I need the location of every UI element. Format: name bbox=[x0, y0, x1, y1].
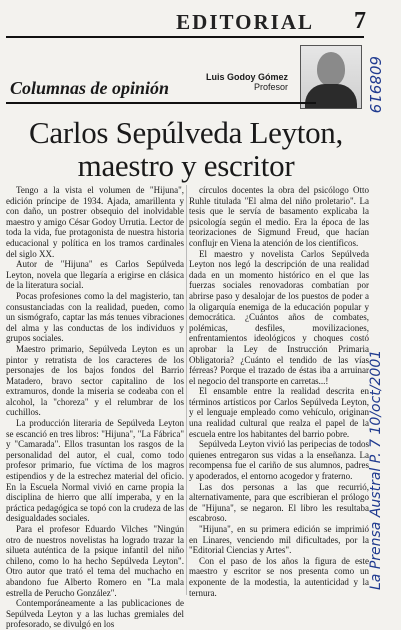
article-paragraph: Tengo a la vista el volumen de "Hijuna", edición príncipe de 1934. Ajada, amarillenta y con daño, un postrer obsequio del inolvidable maestro y amigo César Godoy Urrutia. Lector de toda la vida, fue protagonista de nuestra historia educacional y política en los tramos cardinales del siglo XX. bbox=[6, 185, 184, 259]
handwritten-note: La Prensa Austral P. 7 10/oct/2001 bbox=[368, 349, 384, 590]
column-label: Columnas de opinión bbox=[10, 78, 170, 98]
article-paragraph: Con el paso de los años la figura de este maestro y escritor se nos presenta como un exponente de la modestia, la autenticidad y la ternura. bbox=[189, 555, 369, 598]
column-divider bbox=[186, 185, 187, 595]
article-title: Carlos Sepúlveda Leyton, maestro y escritor bbox=[29, 115, 343, 183]
article-paragraph: círculos docentes la obra del psicólogo Otto Ruhle titulada "El alma del niño proletario". La tesis que le servía de basamento explicaba la psicología según el medio. Era la época de las teorizaciones de Sigmund Freud, que hacían conflujr en Viena la atención de los científicos. bbox=[189, 185, 369, 248]
portrait-head bbox=[317, 52, 345, 86]
article-paragraph: Maestro primario, Sepúlveda Leyton es un pintor y retratista de los caracteres de los personajes de los bajos fondos del Barrio Matadero, bravo sector capitalino de los extramuros, donde la miseria se codeaba con el alcohol, la "choreza" y el relumbrar de los cuchillos. bbox=[6, 343, 184, 418]
article-paragraph: El ensamble entre la realidad descrita en términos artísticos por Carlos Sepúlveda Leyton, y el lenguaje empleado como vehículo, originan una realidad cultural que realza el papel de la escuela entre los habitantes del barrio pobre. bbox=[189, 386, 369, 439]
header-rule bbox=[6, 36, 364, 38]
article-paragraph: Contemporáneamente a las publicaciones de Sepúlveda Leyton y a las luchas gremiales del profesorado, se divulgó en los bbox=[6, 598, 184, 630]
page-header bbox=[6, 8, 366, 36]
author-role: Profesor bbox=[253, 82, 288, 92]
article-column-right bbox=[189, 185, 369, 598]
section-title: EDITORIAL bbox=[176, 10, 314, 34]
portrait-body bbox=[305, 84, 357, 109]
page-number: 7 bbox=[354, 8, 366, 34]
author-byline bbox=[196, 72, 288, 92]
article-column-left bbox=[6, 185, 184, 630]
article-paragraph: Sepúlveda Leyton vivió las peripecias de todos quienes entregaron sus vidas a la enseñanza. La recompensa fue el cariño de sus alumnos, padres y apoderados, el entorno acogedor y fraterno. bbox=[189, 439, 369, 482]
article-paragraph: El maestro y novelista Carlos Sepúlveda Leyton nos legó la descripción de una realidad dada en un momento histórico en el que las fuerzas sociales renovadoras combatían por abrirse paso y desalojar de los puestos de poder a la oligarquía enemiga de la educación popular y democrática. ¿Cuántos años de combates, polémicas, desfiles, movilizaciones, enfrentamientos ideológicos y choques costó aprobar la Ley de Instrucción Primaria Obligatoria? ¿Cuánto el tendido de las vías férreas? Porque el trazado de éstas iba a arruinar el negocio del transporte en carretas...! bbox=[189, 248, 369, 386]
author-name: Luis Godoy Gómez bbox=[205, 72, 288, 82]
article-paragraph: Las dos personas a las que recurrió, alternativamente, para que escribieran el prólogo de "Hijuna", se negaron. El libro les resultaba escabroso. bbox=[189, 481, 369, 524]
handwritten-number: 608919 bbox=[366, 56, 384, 114]
article-paragraph: Autor de "Hijuna" es Carlos Sepúlveda Leyton, novela que llegaría a erigirse en clásica de la literatura social. bbox=[6, 259, 184, 291]
author-portrait-icon bbox=[300, 45, 362, 109]
article-paragraph: "Hijuna", en su primera edición se imprimió en Linares, venciendo mil dificultades, por la "Editorial Ciencias y Artes". bbox=[189, 524, 369, 556]
article-paragraph: Para el profesor Eduardo Vilches "Ningún otro de nuestros novelistas ha logrado trazar la silueta auténtica de la psique infantil del niño chileno, como lo ha hecho Sepúlveda Leyton". Otro autor que trató el tema del muchacho en abandono fue Alberto Romero en "La mala estrella de Perucho González". bbox=[6, 524, 184, 598]
article-paragraph: Pocas profesiones como la del magisterio, tan consustanciadas con la realidad, pueden, como un sismógrafo, captar las más tenues vibraciones del alma y las conductas de los individuos y grupos sociales. bbox=[6, 290, 184, 344]
article-paragraph: La producción literaria de Sepúlveda Leyton se escanció en tres libros: "Hijuna", "La Fábrica" y "Camarada". Ellos trasuntan los rasgos de la personalidad del autor, el cual, como todo profesor primario, fue víctima de los magros estipendios y de la estrechez material del oficio. En la Escuela Normal vivió en carne propia la disciplina de hierro que allí imperaba, y en la práctica pedagógica se topó con la crudeza de las desigualdades sociales. bbox=[6, 418, 184, 524]
byline-rule bbox=[6, 102, 316, 104]
